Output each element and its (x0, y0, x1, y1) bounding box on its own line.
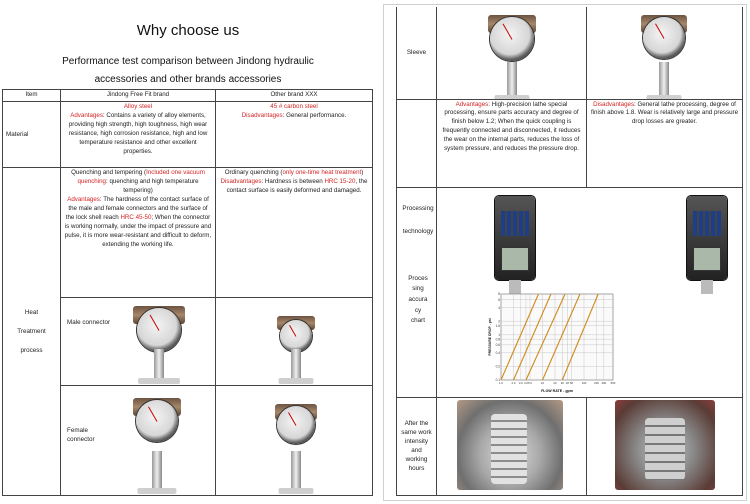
material-jindong-name: Alloy steel (123, 102, 153, 110)
material-other-text: Disadvantages: General performance. (241, 111, 347, 119)
row-label-sleeve: Sleeve (397, 7, 437, 99)
roughness-tester-photo-other (687, 196, 727, 280)
comparison-table (2, 89, 373, 496)
chart-y-tick-label: 0.8 (495, 336, 500, 341)
chart-x-tick-label: 3.0 (518, 380, 523, 385)
material-other-cell (216, 101, 373, 167)
worn-other-photo-cell (587, 397, 743, 495)
hardness-tester-photo (129, 306, 189, 384)
sleeve-other-text-cell: Disadvantages: General lathe processing, degree of finish above 1.8. Wear is relatively large and pressure drop losses are greater. (587, 99, 743, 187)
chart-x-tick-label: 500 (610, 380, 616, 385)
sleeve-jindong-text-cell: Advantages: High-precision lathe special processing, ensure parts accuracy and degree of finish below 1.2; When the quick coupling is frequently connected and disconnected, it reduces the wear on the internal parts, reduces the loss of system pressure, and reduces the pressure drop. (437, 99, 587, 187)
right-page (383, 4, 747, 501)
page-title: Why choose us (136, 22, 240, 39)
chart-x-tick-label: 300 (601, 380, 607, 385)
roughness-tester-photo-jindong (495, 196, 535, 280)
chart-x-tick-label: 30 (560, 380, 564, 385)
coupling-photo-jindong (457, 400, 563, 490)
material-jindong-text: Advantages: Contains a variety of alloy elements, providing high strength, high toughness, high wear resistance, high corrosion resistance, high and low temperature resistance and other excellent properties. (68, 111, 208, 155)
heat-other-method: Ordinary quenching (only one-time heat treatment) (224, 168, 364, 176)
comparison-table-continued (396, 7, 743, 496)
female-connector-other-cell (216, 385, 373, 495)
processing-cell (437, 187, 743, 397)
sleeve-jindong-photo-cell (437, 7, 587, 99)
hardness-tester-photo (129, 398, 185, 494)
male-connector-jindong-cell (61, 297, 216, 385)
row-label-heat-treatment: Heat Treatment process (3, 167, 61, 495)
female-connector-jindong-cell (61, 385, 216, 495)
processing-technology-label: Processing technology (402, 204, 434, 235)
row-label-material: Material (3, 101, 61, 167)
chart-y-tick-label: 0.4 (495, 350, 500, 355)
heat-jindong-advantages: Advantages: The hardness of the contact surface of the male and female connectors and the surface of the lock shell reach HRC 45-50; When the connector is working normally, under the impact of pressure and pulse, it is more wear-resistant and difficult to deform, extending the working life. (64, 195, 212, 248)
heat-jindong-cell (61, 167, 216, 297)
subtitle-line-2: accessories and other brands accessories (94, 74, 282, 85)
chart-x-tick-label: 20 (553, 380, 557, 385)
chart-x-tick-label: 200 (594, 380, 599, 385)
header-jindong: Jindong Free Fit brand (61, 90, 216, 102)
chart-x-tick-label: 50 (569, 380, 574, 385)
chart-x-tick-label: 5.0 (528, 380, 532, 385)
chart-y-tick-label: 0.6 (495, 342, 500, 347)
processing-accuracy-chart-label: Proces sing accura cy chart (408, 274, 428, 325)
material-other-name: 45 # carbon steel (270, 102, 318, 110)
chart-y-tick-label: 8 (498, 291, 500, 296)
chart-x-tick-label: 4.0 (524, 380, 528, 385)
worn-jindong-photo-cell (437, 397, 587, 495)
chart-y-tick-label: 0.2 (495, 364, 500, 369)
chart-x-tick-label: 10 (540, 380, 545, 385)
subtitle-line-1: Performance test comparison between Jindong hydraulic (62, 56, 314, 67)
chart-plot-area (501, 294, 613, 380)
row-label-processing (397, 187, 437, 397)
hardness-tester-photo (639, 15, 689, 99)
chart-y-tick-label: 1.6 (495, 323, 500, 328)
heat-jindong-method: Quenching and tempering (Included one vacuum quenching: quenching and high temperature tempering) (71, 168, 205, 194)
chart-y-tick-label: 4 (498, 305, 500, 310)
chart-y-tick-label: 1 (498, 332, 500, 337)
female-connector-label: Female connector (67, 426, 95, 444)
header-item: Item (3, 90, 61, 102)
coupling-photo-other (615, 400, 715, 490)
pressure-drop-chart (487, 290, 617, 394)
chart-y-tick-label: 0.1 (495, 377, 500, 382)
header-other: Other brand XXX (216, 90, 373, 102)
chart-y-axis-label: PRESSURE DROP - psi (488, 317, 492, 356)
chart-x-tick-label: 2.0 (511, 380, 516, 385)
left-page (2, 2, 374, 502)
chart-x-tick-label: 100 (581, 380, 587, 385)
row-label-after-work: After the same work intensity and working hours (397, 397, 437, 495)
chart-x-tick-label: 1.0 (499, 380, 503, 385)
chart-x-axis-label: FLOW RATE - gpm (541, 388, 573, 393)
hardness-tester-photo (271, 398, 321, 494)
heat-other-cell (216, 167, 373, 297)
heat-other-disadvantages: Disadvantages: Hardness is between HRC 15-20, the contact surface is easily deformed and damaged. (220, 177, 368, 194)
chart-y-tick-label: 6 (498, 297, 500, 302)
male-connector-label: Male connector (67, 318, 111, 326)
male-connector-other-cell (216, 297, 373, 385)
sleeve-other-photo-cell (587, 7, 743, 99)
sleeve-label-continued (397, 99, 437, 187)
hardness-tester-photo (487, 15, 537, 99)
hardness-tester-photo (271, 306, 321, 384)
chart-x-tick-label: 40 (565, 380, 570, 385)
chart-y-tick-label: 2 (498, 318, 500, 323)
material-jindong-cell (61, 101, 216, 167)
